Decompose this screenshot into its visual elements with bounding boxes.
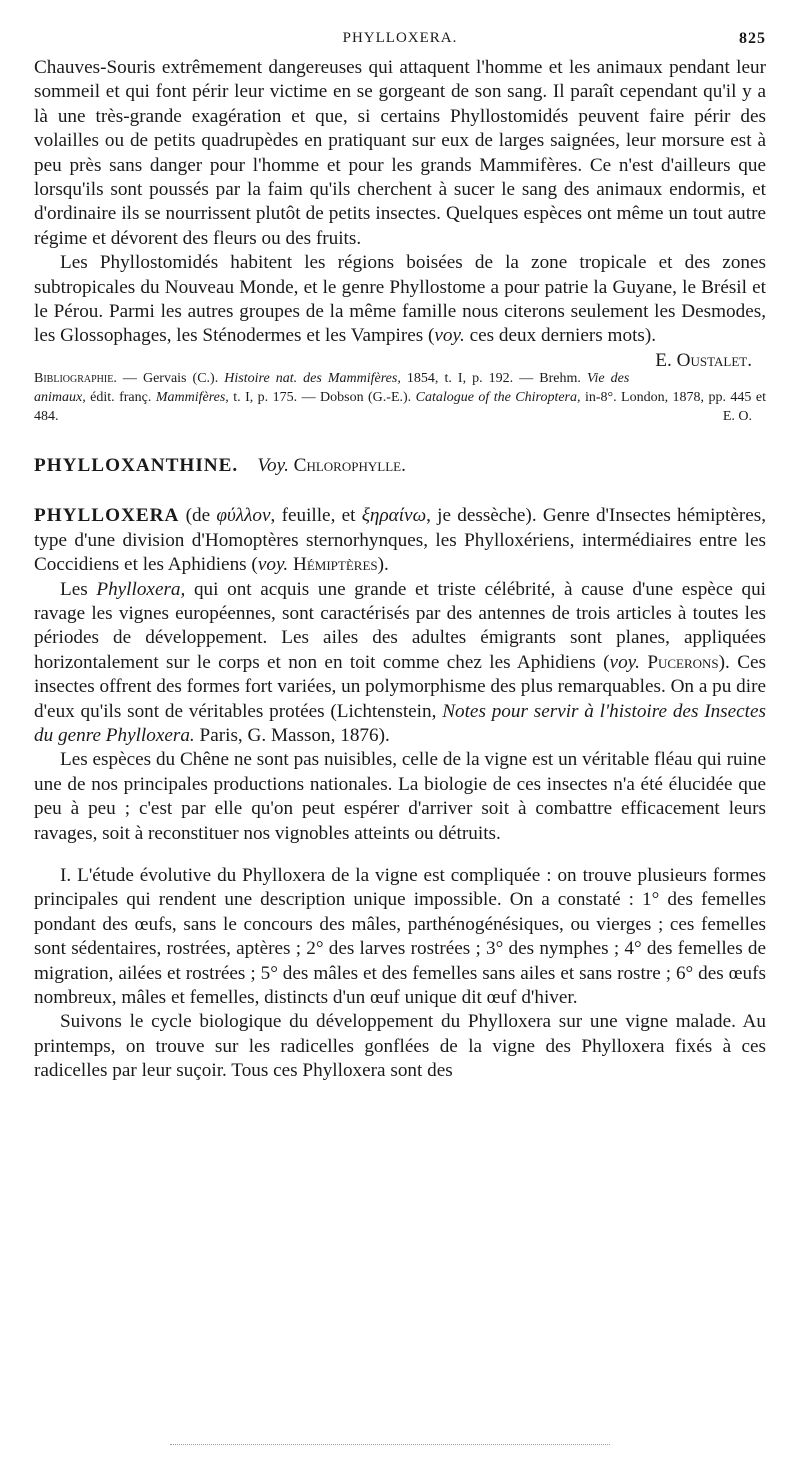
bibliography: Bibliographie. — Gervais (C.). Histoire nat. des Mammifères, 1854, t. I, p. 192. — Brehm. Vie des animaux, édit. franç. Mammifères, t. I, p. 175. — Dobson (G.-E.). Catalogue of the Chiroptera, in-8°. London, 1878, pp. 445 et 484. E. O. xyxy=(34,370,766,424)
entry-phylloxera: PHYLLOXERA (de φύλλον, feuille, et ξηραίνω, je dessèche). Genre d'Insectes hémiptères, type d'une division d'Homoptères sternorhynques, les Phylloxériens, intermédiaires entre les Coccidiens et les Aphidiens (voy. Hémiptères). xyxy=(34,505,767,576)
page-number: 825 xyxy=(739,30,766,47)
author-signature: E. Oustalet. xyxy=(655,349,752,371)
paragraph-phyllostomides: Les Phyllostomidés habitent les régions boisées de la zone tropicale et des zones subtropicales du Nouveau Monde, et le genre Phyllostome a pour patrie la Guyane, le Brésil et le Pérou. Parmi les autres groupes de la même famille nous citerons seulement les Desmodes, les Glossophages, les Sténodermes et les Vampires (voy. ces deux derniers mots). E. Oustalet. xyxy=(34,251,766,349)
page xyxy=(34,30,766,1084)
entry-phylloxanthine: PHYLLOXANTHINE. Voy. Chlorophylle. xyxy=(34,454,406,476)
headword-phylloxera: PHYLLOXERA xyxy=(34,505,180,527)
footer-rule xyxy=(170,1444,610,1447)
paragraph-continuation: Chauves-Souris extrêmement dangereuses qui attaquent l'homme et les animaux pendant leur sommeil et qui font périr leur victime en se gorgeant de son sang. Il paraît cependant qu'il y a là une très-grande exagération et que, si certains Phyllostomidés peuvent faire périr des volailles ou de petits quadrupèdes en pratiquant sur eux de larges saignées, leur morsure est à peu près sans danger pour l'homme et pour les grands Mammifères. Ce n'est d'ailleurs que lorsqu'ils sont poussés par la faim qu'ils cherchent à sucer le sang des animaux endormis, et d'ordinaire ils se nourrissent plutôt de petits insectes. Quelques espèces ont même un tout autre régime et dévorent des fleurs ou des fruits. xyxy=(34,57,766,249)
running-header xyxy=(34,30,766,56)
headword-phylloxanthine: PHYLLOXANTHINE. xyxy=(34,454,239,476)
paragraph-cycle: Suivons le cycle biologique du développement du Phylloxera sur une vigne malade. Au printemps, on trouve sur les radicelles gonflées de la vigne des Phylloxera fixés à ces radicelles par leur suçoir. Tous ces Phylloxera sont des xyxy=(34,1011,766,1082)
running-title: PHYLLOXERA. xyxy=(342,30,458,46)
paragraph-section-one: I. L'étude évolutive du Phylloxera de la vigne est compliquée : on trouve plusieurs formes principales qui rendent une description unique impossible. On a constaté : 1° des femelles pondant des œufs, sans le concours des mâles, parthénogénésiques, ou vierges ; ces femelles sont sédentaires, rostrées, aptères ; 2° des larves rostrées ; 3° des nymphes ; 4° des femelles de migration, ailées et rostrées ; 5° des mâles et des femelles sans ailes et sans rostre ; 6° des œufs nombreux, mâles et femelles, distincts d'un œuf unique dit œuf d'hiver. xyxy=(34,864,766,1008)
cross-reference: Chlorophylle. xyxy=(293,454,406,476)
paragraph-phylloxera-chene: Les espèces du Chêne ne sont pas nuisibles, celle de la vigne est un véritable fléau qui ruine une de nos principales productions nationales. La biologie de ces insectes n'a été élucidée que peu à peu ; c'est par elle qu'on peut espérer d'arriver soit à combattre efficacement leurs ravages, soit à reconstituer nos vignobles atteints ou détruits. xyxy=(34,749,766,844)
bibliography-signature: E. O. xyxy=(722,408,752,424)
paragraph-phylloxera-description: Les Phylloxera, qui ont acquis une grande et triste célébrité, à cause d'une espèce qui ravage les vignes européennes, sont caractérisés par des antennes de trois articles à toutes les périodes de développement. Les ailes des adultes émigrants sont planes, appliquées horizontalement sur le corps et non en toit comme chez les Aphidiens (voy. Pucerons). Ces insectes offrent des formes fort variées, un polymorphisme des plus remarquables. On a pu dire d'eux qu'ils sont de véritables protées (Lichtenstein, Notes pour servir à l'histoire des Insectes du genre Phylloxera. Paris, G. Masson, 1876). xyxy=(34,578,767,746)
bibliography-label: Bibliographie. xyxy=(34,370,117,386)
